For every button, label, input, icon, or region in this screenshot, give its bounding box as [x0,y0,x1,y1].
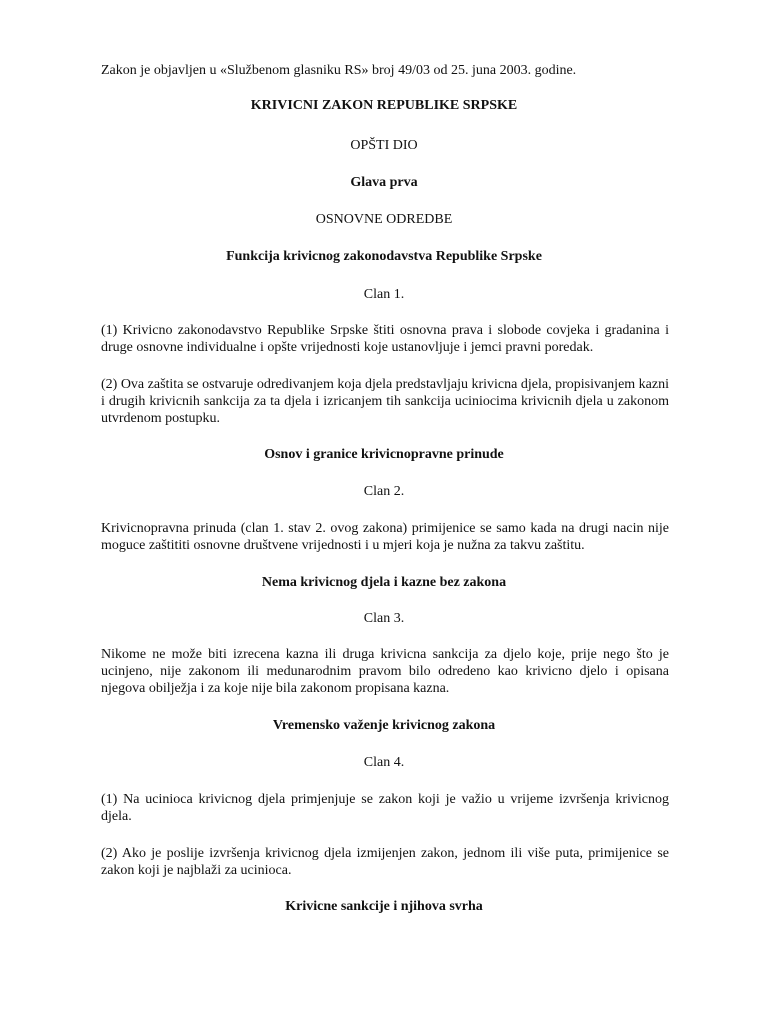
publication-note: Zakon je objavljen u «Službenom glasniku RS» broj 49/03 od 25. juna 2003. godine. [101,63,577,78]
chapter-subtitle: OSNOVNE ODREDBE [315,212,453,227]
article-paragraph: (2) Ako je poslije izvršenja krivicnog djela izmijenjen zakon, jednom ili više puta, primijenice se zakon koji je najblaži za ucinioca. [101,846,669,878]
part-title: OPŠTI DIO [350,138,418,153]
article-paragraph: (2) Ova zaštita se ostvaruje odredivanjem koja djela predstavljaju krivicna djela, propisivanjem kazni i drugih krivicnih sankcija za ta djela i izricanjem tih sankcija uciniocima krivicnih djela u zakonom utvrdenom postupku. [101,377,669,426]
article-number: Clan 3. [363,611,405,626]
section-heading: Nema krivicnog djela i kazne bez zakona [261,575,507,590]
law-title: KRIVICNI ZAKON REPUBLIKE SRPSKE [250,98,518,113]
section-heading: Osnov i granice krivicnopravne prinude [264,447,504,462]
article-number: Clan 2. [363,484,405,499]
article-number: Clan 4. [363,755,405,770]
article-paragraph: (1) Na ucinioca krivicnog djela primjenjuje se zakon koji je važio u vrijeme izvršenja krivicnog djela. [101,792,669,824]
section-heading: Vremensko važenje krivicnog zakona [272,718,496,733]
article-paragraph: Krivicnopravna prinuda (clan 1. stav 2. ovog zakona) primijenice se samo kada na drugi nacin nije moguce zaštititi osnovne društvene vrijednosti i u mjeri koja je nužna za takvu zaštitu. [101,521,669,553]
article-number: Clan 1. [363,287,405,302]
section-heading: Krivicne sankcije i njihova svrha [285,899,483,914]
article-paragraph: (1) Krivicno zakonodavstvo Republike Srpske štiti osnovna prava i slobode covjeka i gradanina i druge osnovne individualne i opšte vrijednosti koje ustanovljuje i jemci pravni poredak. [101,323,669,355]
article-paragraph: Nikome ne može biti izrecena kazna ili druga krivicna sankcija za djelo koje, prije nego što je ucinjeno, nije zakonom ili medunarodnim pravom bilo odredeno kao krivicno djelo i opisana njegova obilježja i za koje nije bila zakonom propisana kazna. [101,647,669,696]
chapter-title: Glava prva [350,175,418,190]
section-heading: Funkcija krivicnog zakonodavstva Republike Srpske [226,249,542,264]
